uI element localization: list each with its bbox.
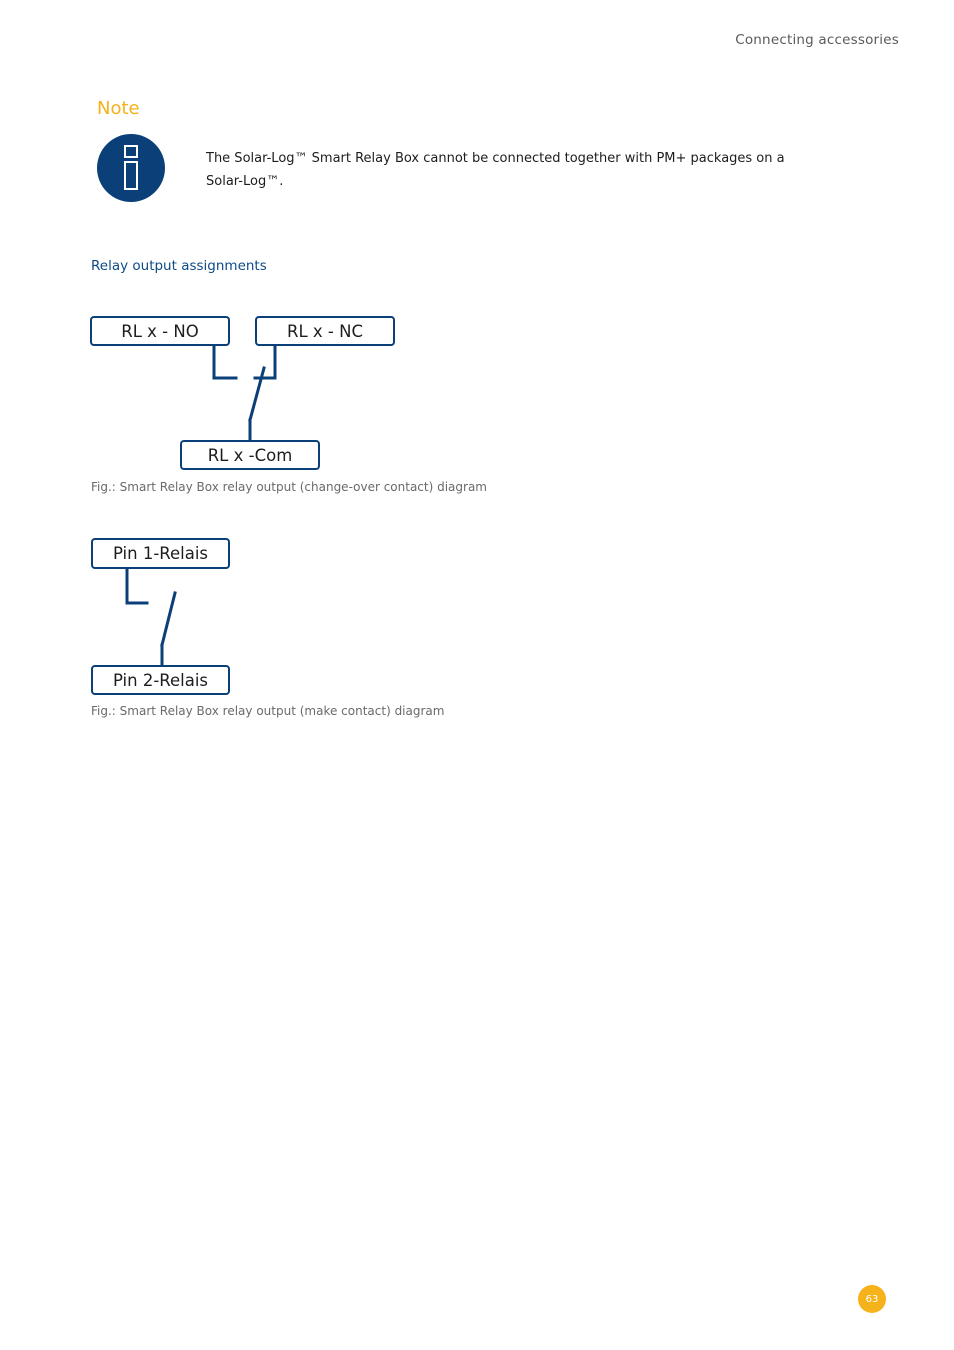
nc-contact-line — [255, 345, 275, 378]
info-icon — [96, 133, 166, 203]
make-switch-arm — [162, 593, 175, 645]
section-title: Relay output assignments — [91, 258, 267, 274]
page-number-badge: 63 — [858, 1285, 886, 1313]
pin1-terminal: Pin 1-Relais — [91, 538, 230, 569]
changeover-caption: Fig.: Smart Relay Box relay output (change-over contact) diagram — [91, 480, 487, 494]
note-text-line-2: Solar-Log™. — [206, 174, 284, 189]
note-text-line-1: The Solar-Log™ Smart Relay Box cannot be connected together with PM+ packages on a — [206, 151, 785, 166]
running-header: Connecting accessories — [735, 32, 899, 48]
note-heading: Note — [97, 98, 140, 119]
relay-com-terminal: RL x -Com — [180, 440, 320, 470]
pin1-contact-line — [127, 569, 147, 603]
com-switch-arm — [250, 368, 264, 420]
make-contact-caption: Fig.: Smart Relay Box relay output (make contact) diagram — [91, 704, 445, 718]
no-contact-line — [214, 345, 236, 378]
note-text — [206, 147, 826, 193]
relay-nc-terminal: RL x - NC — [255, 316, 395, 346]
relay-no-terminal: RL x - NO — [90, 316, 230, 346]
pin2-terminal: Pin 2-Relais — [91, 665, 230, 695]
